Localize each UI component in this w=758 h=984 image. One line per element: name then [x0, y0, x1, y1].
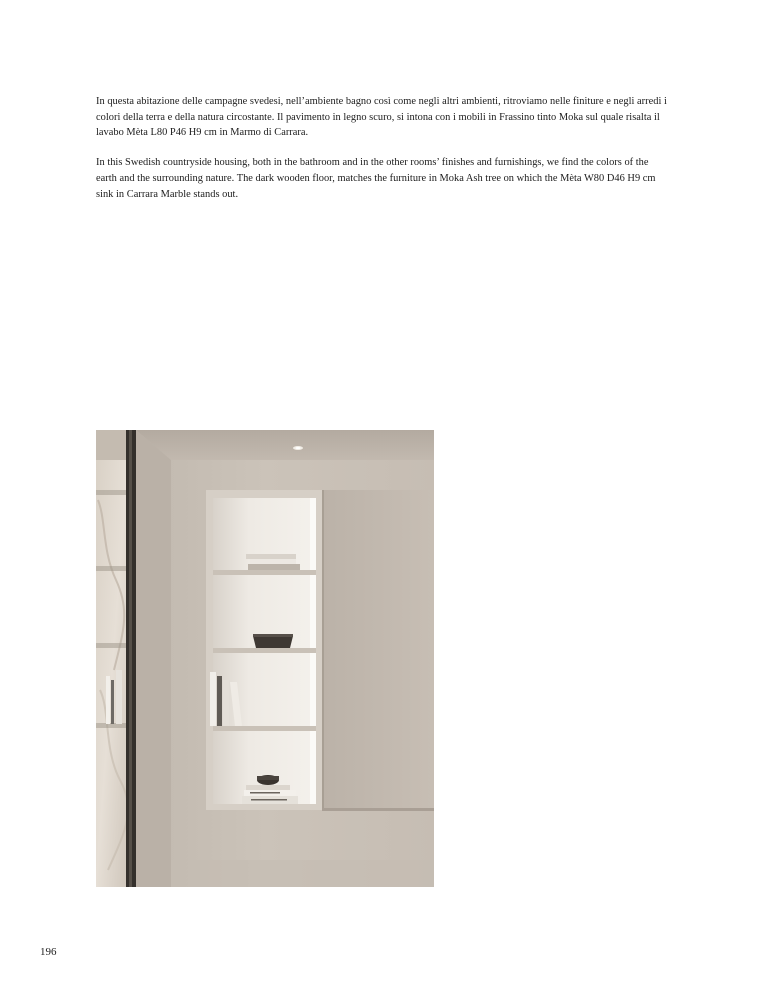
bathroom-niche-shelving-photo [96, 430, 434, 887]
italian-paragraph: In questa abitazione delle campagne svedesi, nell’ambiente bagno così come negli altri ambienti, ritroviamo nelle finiture e negli arredi i colori della terra e della natura circostante. Il pavimento in legno scuro, si intona con i mobili in Frassino tinto Moka sul quale risalta il lavabo Mèta L80 P46 H9 cm in Marmo di Carrara. [96, 96, 667, 139]
english-paragraph: In this Swedish countryside housing, both in the bathroom and in the other rooms’ finishes and furnishings, we find the colors of the earth and the surrounding nature. The dark wooden floor, matches the furniture in Moka Ash tree on which the Mèta W80 D46 H9 cm sink in Carrara Marble stands out. [96, 157, 656, 200]
article-text [96, 94, 668, 217]
page-number: 196 [40, 946, 57, 958]
